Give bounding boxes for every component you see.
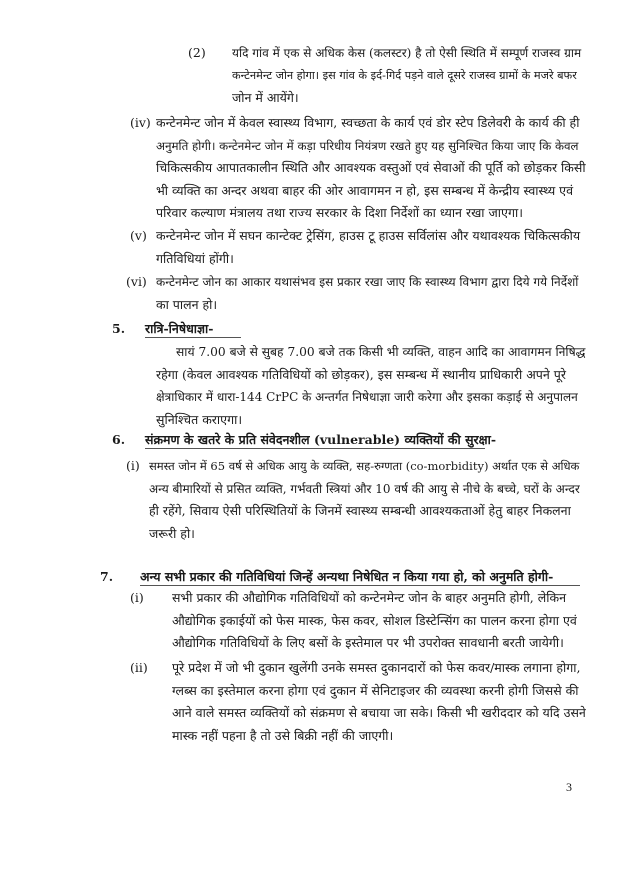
text-line: यदि गांव में एक से अधिक केस (कलस्टर) है तो ऐसी स्थिति में सम्पूर्ण राजस्व ग्राम [232, 46, 582, 60]
text-line: अनुमति होगी। कन्टेनमेन्ट जोन में कड़ा परिधीय नियंत्रण रखते हुए यह सुनिश्चित किया जाए कि केवल [156, 138, 579, 153]
section-number-7: 7. [100, 569, 114, 584]
list-marker-iv: (iv) [130, 115, 151, 130]
list-marker-vi: (vi) [126, 274, 147, 289]
list-marker-7-ii: (ii) [130, 660, 148, 675]
heading-underline [145, 337, 241, 338]
paragraph-7-ii [172, 657, 587, 747]
section-heading-7: अन्य सभी प्रकार की गतिविधियां जिन्हें अन्यथा निषेधित न किया गया हो, को अनुमति होगी- [140, 569, 554, 584]
text-line: भी व्यक्ति का अन्दर अथवा बाहर की ओर आवागमन न हो, इस सम्बन्ध में केन्द्रीय स्वास्थ्य एवं [156, 182, 574, 198]
section-number-5: 5. [112, 321, 126, 336]
paragraph-6-i [149, 455, 586, 545]
text-line: परिवार कल्याण मंत्रालय तथा राज्य सरकार के दिशा निर्देशों का ध्यान रखा जाएगा। [156, 205, 523, 220]
paragraph-5 [156, 341, 586, 431]
section-number-6: 6. [112, 432, 126, 447]
text-line: ग्लब्स का इस्तेमाल करना होगा एवं दुकान में सेनिटाइजर की व्यवस्था करनी होगी जिससे की [172, 682, 579, 698]
text-line: का पालन हो। [156, 296, 218, 312]
text-line: सुनिश्चित कराएगा। [156, 411, 243, 427]
text-line: जरूरी हो। [149, 525, 195, 541]
text-line: ही रहेंगे, सिवाय ऐसी परिस्थितियों के जिनमें स्वास्थ्य सम्बन्धी आवश्यकताओं हेतु बाहर निकलना [149, 503, 571, 518]
list-marker-7-i: (i) [130, 590, 144, 605]
section-heading-5: रात्रि-निषेधाज्ञा- [145, 321, 214, 336]
text-line: समस्त जोन में 65 वर्ष से अधिक आयु के व्यक्ति, सह-रुग्णता (co-morbidity) अर्थात एक से अधिक [149, 459, 580, 473]
paragraph-4-iv [156, 112, 586, 225]
text-line: मास्क नहीं पहना है तो उसे बिक्री नहीं की जाएगी। [172, 727, 394, 743]
text-line: चिकित्सकीय आपातकालीन स्थिति और आवश्यक वस्तुओं एवं सेवाओं की पूर्ति को छोड़कर किसी [156, 160, 586, 175]
text-line: सायं 7.00 बजे से सुबह 7.00 बजे तक किसी भी व्यक्ति, वाहन आदि का आवागमन निषिद्ध [176, 345, 586, 359]
text-line: कन्टेनमेन्ट जोन होगा। इस गांव के इर्द-गिर्द पड़ने वाले दूसरे राजस्व ग्रामों के मजरे बफर [232, 68, 577, 82]
paragraph-4-2 [232, 42, 582, 110]
text-line: कन्टेनमेन्ट जोन का आकार यथासंभव इस प्रकार रखा जाए कि स्वास्थ्य विभाग द्वारा दिये गये निर्देशों [156, 275, 579, 289]
text-line: कन्टेनमेन्ट जोन में केवल स्वास्थ्य विभाग, स्वच्छता के कार्य एवं डोर स्टेप डिलेवरी के कार्य की ही [156, 115, 580, 130]
text-line: रहेगा (केवल आवश्यक गतिविधियों को छोड़कर), इस सम्बन्ध में स्थानीय प्राधिकारी अपने पूरे [156, 366, 566, 382]
text-line: सभी प्रकार की औद्योगिक गतिविधियों को कन्टेनमेन्ट जोन के बाहर अनुमति होगी, लेकिन [172, 590, 567, 605]
text-line: कन्टेनमेन्ट जोन में सघन कान्टेक्ट ट्रेसिंग, हाउस टू हाउस सर्विलांस और यथावश्यक चिकित्सकीय [156, 228, 581, 243]
section-heading-6: संक्रमण के खतरे के प्रति संवेदनशील (vulnerable) व्यक्तियों की सुरक्षा- [145, 432, 497, 447]
paragraph-4-v [156, 225, 586, 270]
heading-underline [140, 585, 580, 586]
paragraph-7-i [172, 587, 587, 655]
text-line: गतिविधियां होंगी। [156, 250, 234, 266]
text-line: पूरे प्रदेश में जो भी दुकान खुलेंगी उनके समस्त दुकानदारों को फेस कवर/मास्क लगाना होगा, [172, 660, 581, 675]
text-line: औद्योगिक इकाईयों को फेस मास्क, फेस कवर, सोशल डिस्टेन्सिंग का पालन करना होगा एवं [172, 612, 577, 628]
list-marker-6-i: (i) [126, 458, 140, 473]
text-line: क्षेत्राधिकार में धारा-144 CrPC के अन्तर्गत निषेधाज्ञा जारी करेगा और इसका कड़ाई से अनुपालन [156, 390, 578, 404]
text-line: अन्य बीमारियों से प्रसित व्यक्ति, गर्भवती स्त्रियां और 10 वर्ष की आयु से नीचे के बच्चे, घरों के अन्दर [149, 481, 580, 496]
heading-underline [145, 448, 485, 449]
list-marker-2: (2) [188, 45, 206, 60]
text-line: औद्योगिक गतिविधियों के लिए बसों के इस्तेमाल पर भी उपरोक्त सावधानी बरती जायेगी। [172, 635, 564, 650]
paragraph-4-vi [156, 271, 586, 316]
list-marker-v: (v) [130, 228, 147, 243]
text-line: जोन में आयेंगे। [232, 90, 299, 105]
text-line: आने वाले समस्त व्यक्तियों को संक्रमण से बचाया जा सके। किसी भी खरीददार को यदि उसने [172, 705, 586, 720]
page-number: 3 [566, 780, 572, 794]
